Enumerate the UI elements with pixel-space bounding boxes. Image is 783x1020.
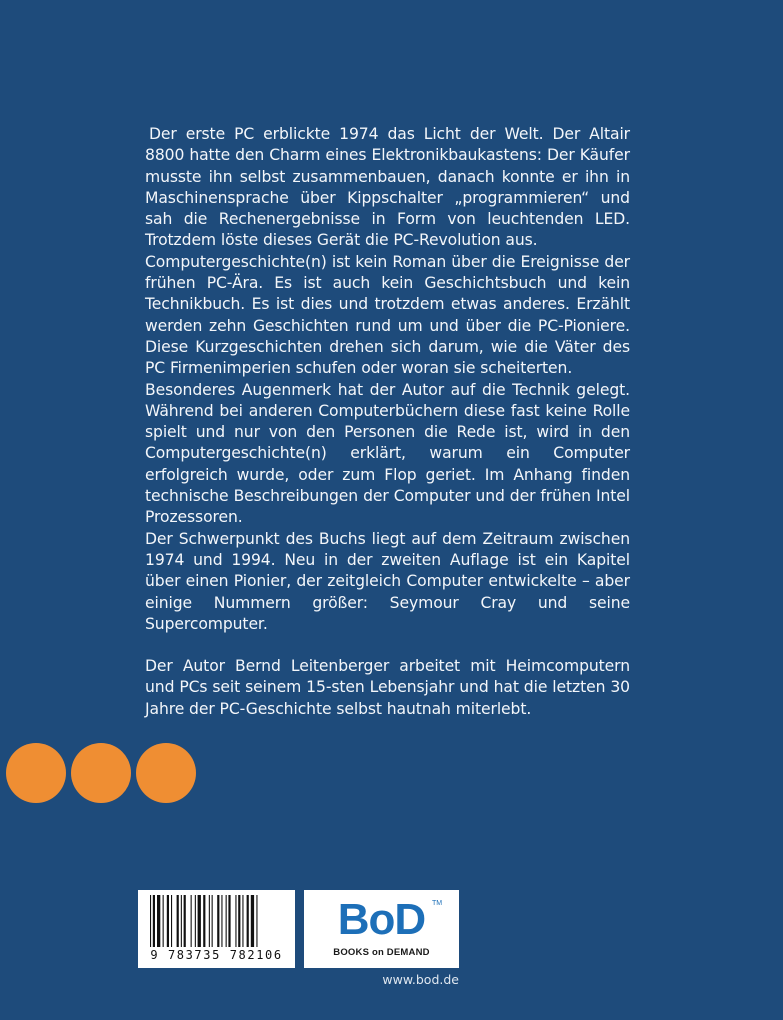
barcode-number: 9 783735 782106 bbox=[150, 948, 283, 962]
author-note: Der Autor Bernd Leitenberger arbeitet mit Heimcomputern und PCs seit seinem 15-sten Lebensjahr und hat die letzten 30 Jahre der PC-Geschichte selbst hautnah miterlebt. bbox=[145, 657, 630, 718]
bod-tagline: BOOKS on DEMAND bbox=[333, 947, 430, 958]
bod-logo: BoD bbox=[337, 895, 426, 944]
blurb-paragraph-2: Computergeschichte(n) ist kein Roman über die Ereignisse der frühen PC-Ära. Es ist auch kein Geschichtsbuch und kein Technikbuch. Es ist dies und trotzdem etwas anderes. Erzählt werden zehn Geschichten rund um und über die PC-Pioniere. Diese Kurzgeschichten drehen sich darum, wie die Väter des PC Firmenimperien schufen oder woran sie scheiterten. bbox=[145, 252, 630, 378]
publisher-url: www.bod.de bbox=[382, 972, 459, 987]
orange-dot bbox=[136, 743, 196, 803]
publisher-logo-box bbox=[304, 890, 459, 968]
blurb-paragraph-4: Der Schwerpunkt des Buchs liegt auf dem Zeitraum zwischen 1974 und 1994. Neu in der zweiten Auflage ist ein Kapitel über einen Pionier, der zeitgleich Computer entwickelte – aber einige Nummern größer: Seymour Cray und seine Supercomputer. bbox=[145, 529, 630, 633]
orange-dot bbox=[6, 743, 66, 803]
orange-dot bbox=[71, 743, 131, 803]
blurb-paragraph-3: Besonderes Augenmerk hat der Autor auf die Technik gelegt. Während bei anderen Computerbüchern diese fast keine Rolle spielt und nur von den Personen die Rede ist, wird in den Computergeschichte(n) erklärt, warum ein Computer erfolgreich wurde, oder zum Flop geriet. Im Anhang finden technische Beschreibungen der Computer und der frühen Intel Prozessoren. bbox=[145, 380, 630, 527]
decorative-dots bbox=[6, 743, 196, 803]
blurb-paragraph-1: Der erste PC erblickte 1974 das Licht der Welt. Der Altair 8800 hatte den Charm eines Elektronikbaukastens: Der Käufer musste ihn selbst zusammenbauen, danach konnte er ihn in Maschinensprache über Kippschalter „programmieren“ und sah die Rechenergebnisse in Form von leuchtenden LED. Trotzdem löste dieses Gerät die PC-Revolution aus. bbox=[145, 125, 630, 250]
isbn-barcode bbox=[138, 890, 295, 968]
bod-trademark: TM bbox=[432, 900, 443, 907]
back-cover-blurb bbox=[145, 124, 630, 720]
